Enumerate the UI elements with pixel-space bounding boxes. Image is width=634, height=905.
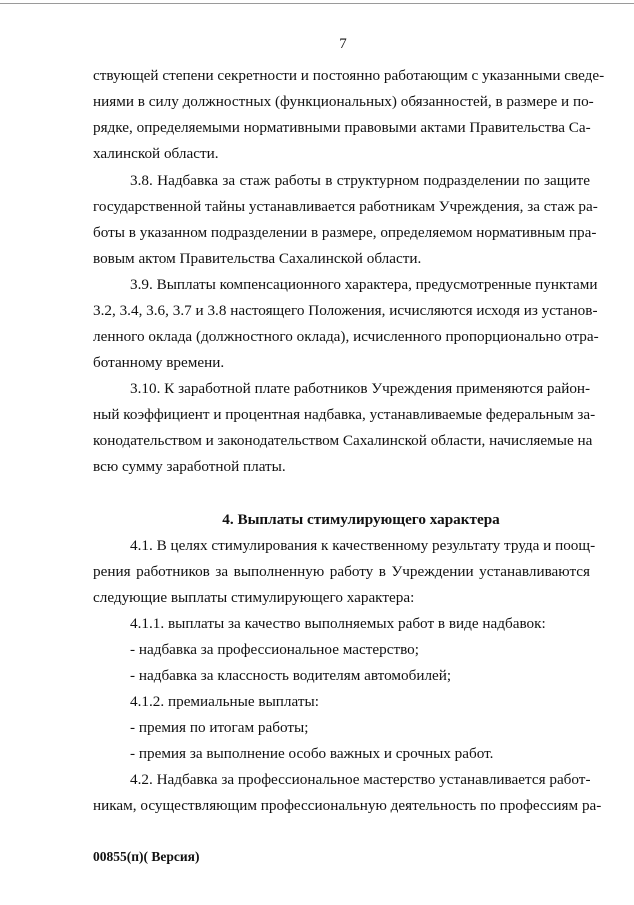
body-line: ствующей степени секретности и постоянно работающим с указанными сведе- xyxy=(93,67,605,84)
list-item: - премия по итогам работы; xyxy=(130,719,309,736)
body-line: государственной тайны устанавливается работникам Учреждения, за стаж ра- xyxy=(93,198,598,215)
list-item: - премия за выполнение особо важных и срочных работ. xyxy=(130,745,494,762)
list-item: - надбавка за классность водителям автомобилей; xyxy=(130,667,452,684)
item-4-1-2: 4.1.2. премиальные выплаты: xyxy=(130,693,319,710)
paragraph-3-9-start: 3.9. Выплаты компенсационного характера, предусмотренные пунктами xyxy=(130,276,598,293)
paragraph-3-10-start: 3.10. К заработной плате работников Учреждения применяются район- xyxy=(130,380,591,397)
body-line: ленного оклада (должностного оклада), исчисленного пропорционально отра- xyxy=(93,328,599,345)
body-line: конодательством и законодательством Сахалинской области, начисляемые на xyxy=(93,432,593,449)
body-line: 3.2, 3.4, 3.6, 3.7 и 3.8 настоящего Положения, исчисляются исходя из установ- xyxy=(93,302,598,319)
body-line: рения работников за выполненную работу в Учреждении устанавливаются xyxy=(93,563,590,580)
body-line: всю сумму заработной платы. xyxy=(93,458,286,475)
body-line: ботанному времени. xyxy=(93,354,225,371)
body-line: никам, осуществляющим профессиональную деятельность по профессиям ра- xyxy=(93,797,602,814)
body-line: рядке, определяемыми нормативными правовыми актами Правительства Са- xyxy=(93,119,591,136)
body-line: следующие выплаты стимулирующего характера: xyxy=(93,589,415,606)
body-line: ниями в силу должностных (функциональных) обязанностей, в размере и по- xyxy=(93,93,594,110)
body-line: ный коэффициент и процентная надбавка, устанавливаемые федеральным за- xyxy=(93,406,596,423)
paragraph-4-2-start: 4.2. Надбавка за профессиональное мастерство устанавливается работ- xyxy=(130,771,591,788)
body-line: боты в указанном подразделении в размере, определяемом нормативным пра- xyxy=(93,224,597,241)
top-border-line xyxy=(0,3,634,4)
section-4-heading: 4. Выплаты стимулирующего характера xyxy=(222,511,500,528)
item-4-1-1: 4.1.1. выплаты за качество выполняемых работ в виде надбавок: xyxy=(130,615,546,632)
paragraph-4-1-start: 4.1. В целях стимулирования к качественному результату труда и поощ- xyxy=(130,537,596,554)
body-line: халинской области. xyxy=(93,145,219,162)
body-line: вовым актом Правительства Сахалинской области. xyxy=(93,250,422,267)
page-number: 7 xyxy=(339,36,347,52)
list-item: - надбавка за профессиональное мастерство; xyxy=(130,641,419,658)
document-footer-code: 00855(п)( Версия) xyxy=(93,849,200,864)
paragraph-3-8-start: 3.8. Надбавка за стаж работы в структурном подразделении по защите xyxy=(130,172,590,189)
